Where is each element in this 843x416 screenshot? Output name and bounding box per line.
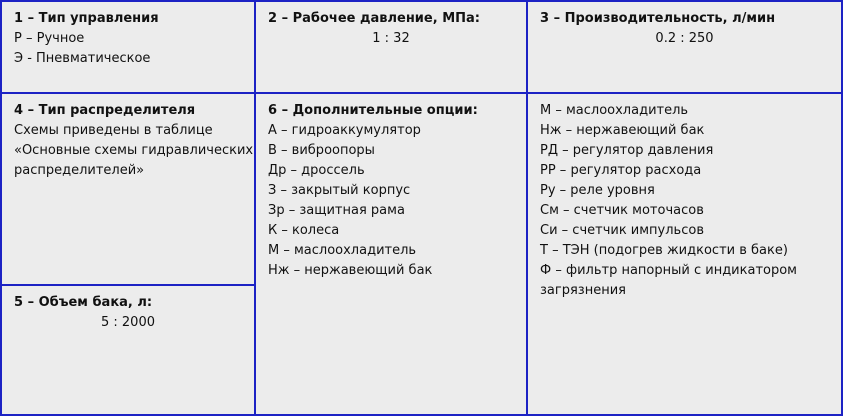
capacity-title: 3 – Производительность, л/мин [540, 11, 776, 26]
distributor-text: распределителей» [14, 163, 145, 178]
option-item: Нж – нержавеющий бак [540, 123, 705, 138]
option-item: М – маслоохладитель [540, 103, 689, 118]
capacity-cell [526, 0, 843, 94]
pressure-value: 1 : 32 [372, 31, 410, 46]
option-item: Ф – фильтр напорный с индикатором [540, 263, 797, 278]
distributor-text: «Основные схемы гидравлических [14, 143, 254, 158]
tank-cell [0, 284, 256, 416]
options-cell [254, 92, 528, 416]
distributor-cell [0, 92, 256, 286]
option-item: Др – дроссель [268, 163, 365, 178]
distributor-text: Схемы приведены в таблице [14, 123, 213, 138]
options-cont-cell [526, 92, 843, 416]
option-item: См – счетчик моточасов [540, 203, 704, 218]
option-item: Т – ТЭН (подогрев жидкости в баке) [540, 243, 788, 258]
control-type-title: 1 – Тип управления [14, 11, 159, 26]
option-item: РР – регулятор расхода [540, 163, 702, 178]
option-item: Си – счетчик импульсов [540, 223, 704, 238]
pressure-title: 2 – Рабочее давление, МПа: [268, 11, 480, 26]
option-item: З – закрытый корпус [268, 183, 411, 198]
option-item: К – колеса [268, 223, 340, 238]
options-title: 6 – Дополнительные опции: [268, 103, 478, 118]
tank-value: 5 : 2000 [101, 315, 155, 330]
option-item: В – виброопоры [268, 143, 375, 158]
option-item: РД – регулятор давления [540, 143, 714, 158]
control-type-item: Р – Ручное [14, 31, 85, 46]
option-item: Ру – реле уровня [540, 183, 655, 198]
option-item: А – гидроаккумулятор [268, 123, 421, 138]
option-item: Нж – нержавеющий бак [268, 263, 433, 278]
pressure-cell [254, 0, 528, 94]
capacity-value: 0.2 : 250 [655, 31, 714, 46]
control-type-cell [0, 0, 256, 94]
option-item: М – маслоохладитель [268, 243, 417, 258]
option-item: Зр – защитная рама [268, 203, 405, 218]
distributor-title: 4 – Тип распределителя [14, 103, 196, 118]
control-type-item: Э - Пневматическое [14, 51, 151, 66]
tank-title: 5 – Объем бака, л: [14, 295, 153, 310]
option-item: загрязнения [540, 283, 626, 298]
